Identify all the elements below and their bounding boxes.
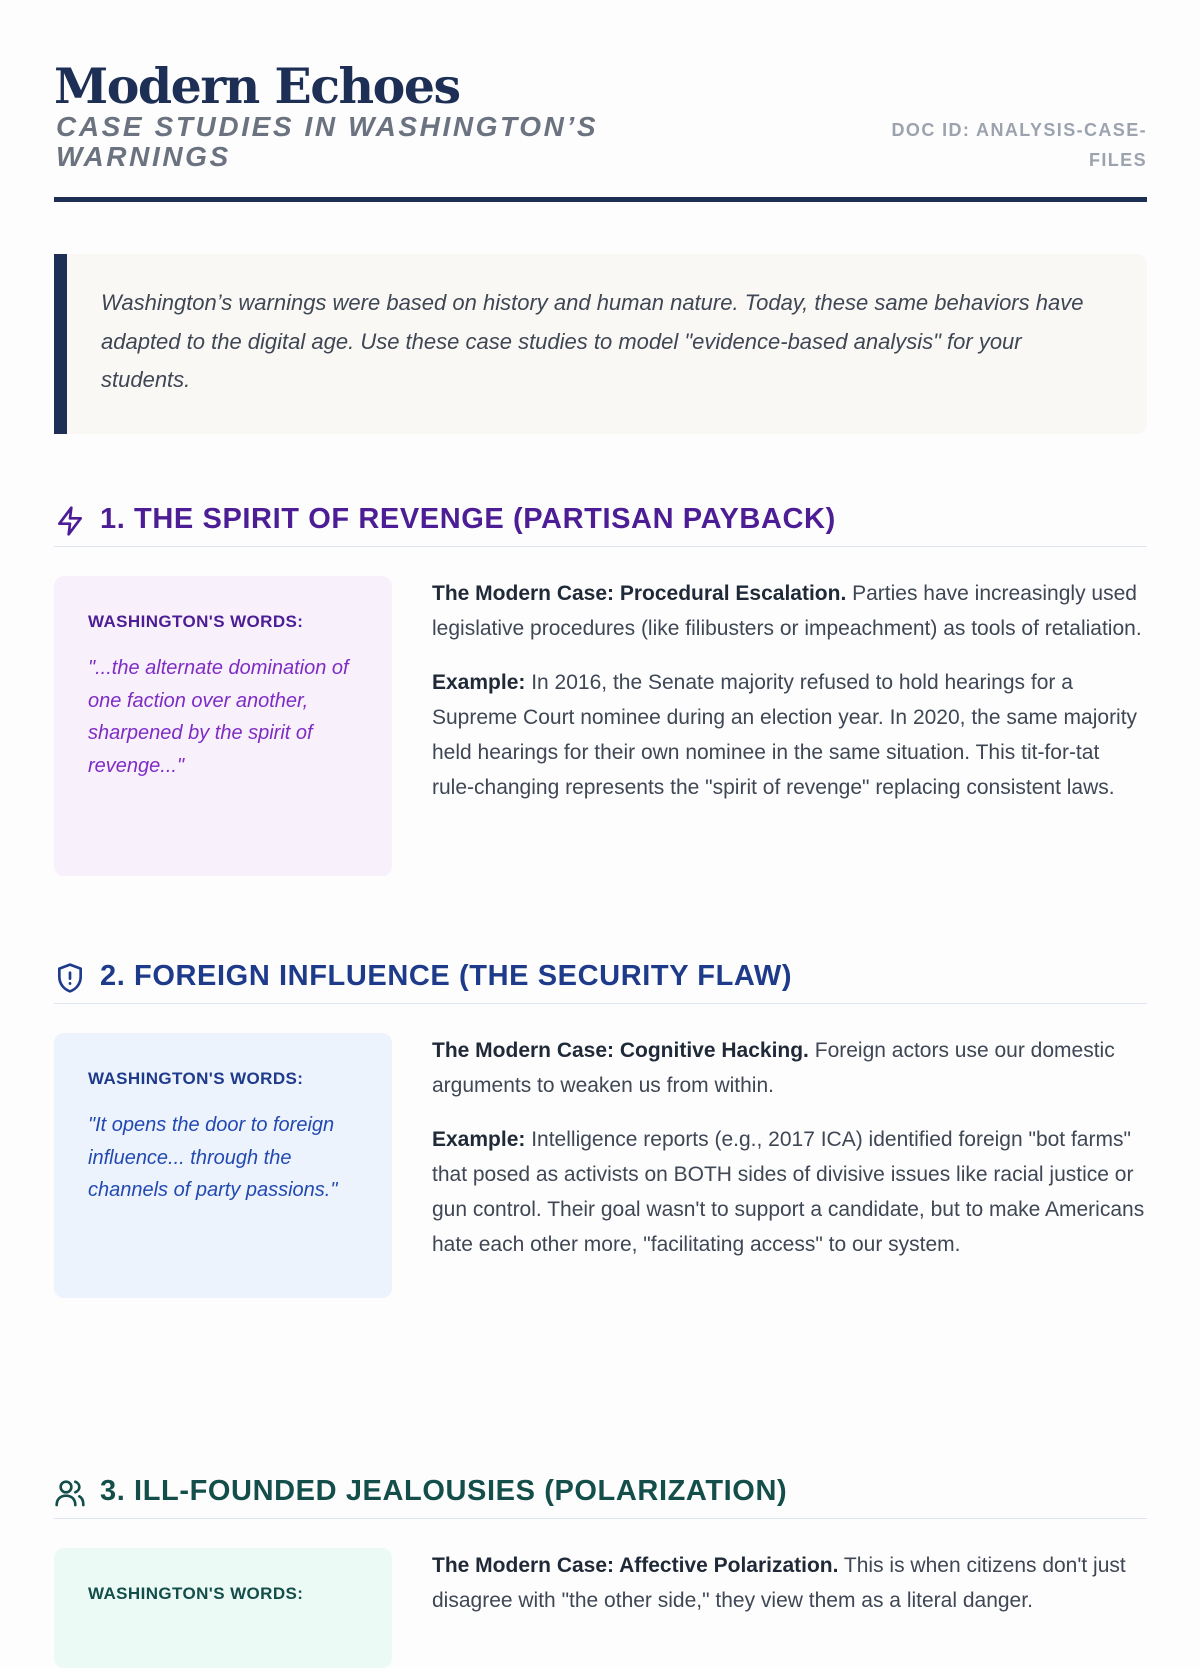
section-1-title: 1. THE SPIRIT OF REVENGE (PARTISAN PAYBACK) (100, 503, 836, 535)
section-1-body (432, 576, 1147, 805)
washington-quote: "...the alternate domination of one faction over another, sharpened by the spirit of revenge..." (88, 657, 349, 777)
modern-case-paragraph (432, 1548, 1147, 1618)
shield-alert-icon (54, 962, 86, 994)
modern-case-label: The Modern Case: Procedural Escalation. (432, 582, 847, 605)
modern-case-paragraph (432, 576, 1147, 646)
intro-callout: Washington’s warnings were based on history and human nature. Today, these same behaviors have adapted to the digital age. Use these case studies to model "evidence-based analysis" for your students. (54, 254, 1147, 434)
modern-case-label: The Modern Case: Cognitive Hacking. (432, 1039, 809, 1062)
document-id: DOC ID: ANALYSIS-CASE-FILES (891, 120, 1147, 170)
modern-case-text: This is when citizens don't just disagree with "the other side," they view them as a literal danger. (432, 1554, 1126, 1612)
example-text: In 2016, the Senate majority refused to hold hearings for a Supreme Court nominee during an election year. In 2020, the same majority held hearings for their own nominee in the same situation. This tit-for-tat rule-changing represents the "spirit of revenge" replacing consistent laws. (432, 671, 1138, 799)
example-paragraph (432, 1122, 1147, 1262)
modern-case-text: Foreign actors use our domestic arguments to weaken us from within. (432, 1039, 1115, 1097)
washington-quote: "It opens the door to foreign influence... through the channels of party passions." (88, 1114, 338, 1201)
modern-case-label: The Modern Case: Affective Polarization. (432, 1554, 839, 1577)
example-paragraph (432, 665, 1147, 805)
section-2-heading (54, 962, 1147, 1004)
section-3-title: 3. ILL-FOUNDED JEALOUSIES (POLARIZATION) (100, 1475, 788, 1507)
example-label: Example: (432, 1128, 526, 1151)
example-text: Intelligence reports (e.g., 2017 ICA) identified foreign "bot farms" that posed as activists on BOTH sides of divisive issues like racial justice or gun control. Their goal wasn't to support a candidate, but to make Americans hate each other more, "facilitating access" to our system. (432, 1128, 1145, 1256)
section-3-quote-box (54, 1548, 392, 1668)
quote-label: WASHINGTON'S WORDS: (88, 612, 304, 631)
section-1-heading (54, 505, 1147, 547)
section-3-heading (54, 1477, 1147, 1519)
quote-label: WASHINGTON'S WORDS: (88, 1069, 304, 1088)
section-2-quote-box (54, 1033, 392, 1298)
modern-case-paragraph (432, 1033, 1147, 1103)
section-2-body (432, 1033, 1147, 1262)
document-title: Modern Echoes (54, 57, 460, 115)
section-2-title: 2. FOREIGN INFLUENCE (THE SECURITY FLAW) (100, 960, 793, 992)
quote-label: WASHINGTON'S WORDS: (88, 1584, 304, 1603)
users-icon (54, 1477, 86, 1509)
document-header (54, 58, 1147, 202)
section-3-body (432, 1548, 1147, 1618)
section-1-quote-box (54, 576, 392, 876)
modern-case-text: Parties have increasingly used legislative procedures (like filibusters or impeachment) as tools of retaliation. (432, 582, 1142, 640)
lightning-icon (54, 505, 86, 537)
document-subtitle: CASE STUDIES IN WASHINGTON’S WARNINGS (56, 111, 599, 172)
example-label: Example: (432, 671, 526, 694)
